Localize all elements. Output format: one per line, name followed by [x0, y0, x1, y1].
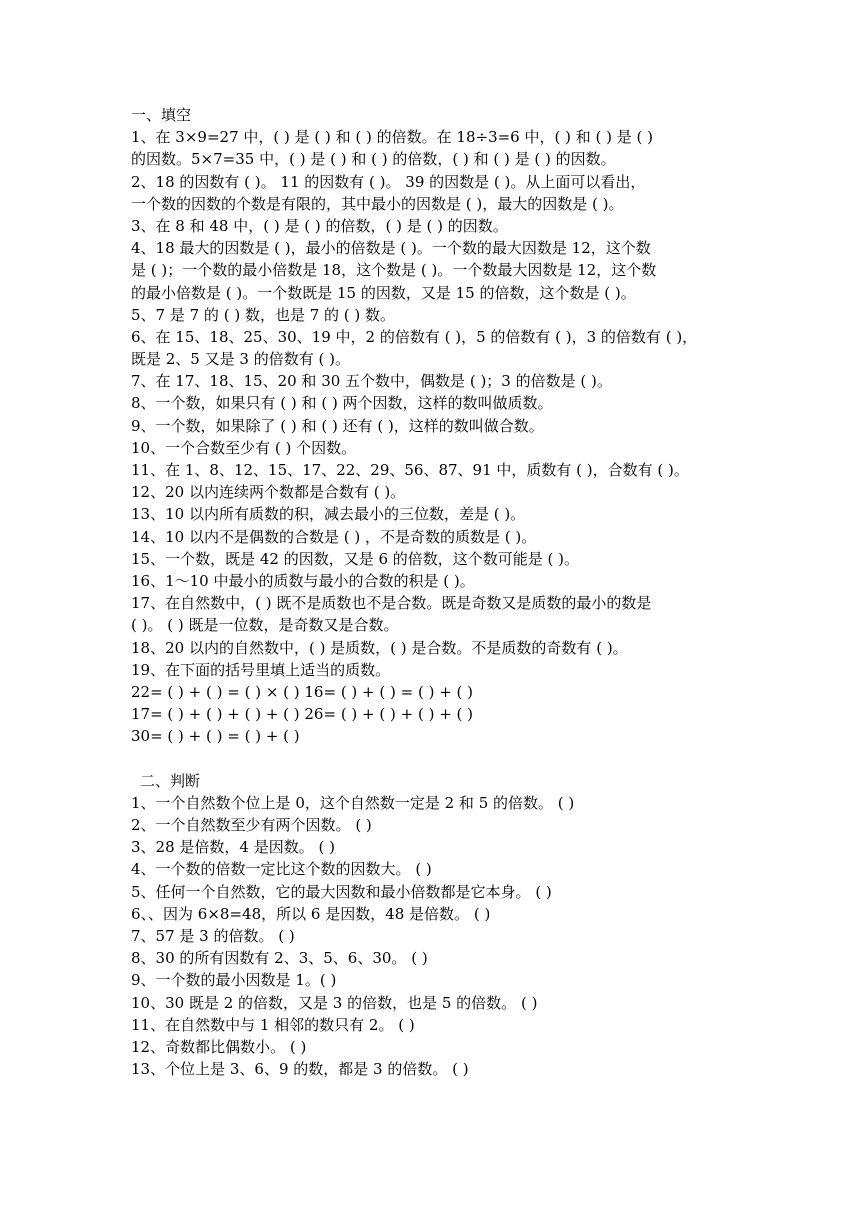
worksheet-page — [131, 104, 741, 1080]
equation-line: 30= ( ) + ( ) = ( ) + ( ) — [131, 727, 300, 746]
section-title-true-false: 二、判断 — [140, 771, 201, 790]
question-line: 19、在下面的括号里填上适当的质数。 — [131, 660, 391, 679]
question-line: 15、一个数，既是 42 的因数，又是 6 的倍数，这个数可能是 ( )。 — [131, 549, 580, 568]
question-line: 4、18 最大的因数是 ( )，最小的倍数是 ( )。一个数的最大因数是 12，这个数 — [131, 239, 651, 258]
judgement-line: 7、57 是 3 的倍数。 ( ) — [131, 926, 295, 945]
question-line: 12、20 以内连续两个数都是合数有 ( )。 — [131, 483, 406, 502]
equation-line: 17= ( ) + ( ) + ( ) + ( ) 26= ( ) + ( ) + ( ) + ( ) — [131, 705, 474, 724]
section-spacer — [131, 747, 741, 769]
question-line: 5、7 是 7 的 ( ) 数，也是 7 的 ( ) 数。 — [131, 305, 396, 324]
question-line: 18、20 以内的自然数中，( ) 是质数，( ) 是合数。不是质数的奇数有 ( )。 — [131, 638, 628, 657]
question-line: 8、一个数，如果只有 ( ) 和 ( ) 两个因数，这样的数叫做质数。 — [131, 394, 553, 413]
judgement-line: 3、28 是倍数，4 是因数。 ( ) — [131, 838, 335, 857]
question-line: 的最小倍数是 ( )。一个数既是 15 的因数，又是 15 的倍数，这个数是 ( )。 — [131, 283, 636, 302]
judgement-line: 5、任何一个自然数，它的最大因数和最小倍数都是它本身。 ( ) — [131, 882, 552, 901]
question-line: 17、在自然数中，( ) 既不是质数也不是合数。既是奇数又是质数的最小的数是 — [131, 594, 652, 613]
section-title-fill-blank: 一、填空 — [131, 106, 192, 124]
judgement-line: 12、奇数都比偶数小。 ( ) — [131, 1037, 307, 1056]
judgement-line: 11、在自然数中与 1 相邻的数只有 2。 ( ) — [131, 1015, 415, 1034]
question-line: 14、10 以内不是偶数的合数是 ( ) ，不是奇数的质数是 ( )。 — [131, 527, 537, 546]
question-line: 既是 2、5 又是 3 的倍数有 ( )。 — [131, 350, 350, 369]
question-line: 1、在 3×9=27 中，( ) 是 ( ) 和 ( ) 的倍数。在 18÷3=6 中，( ) 和 ( ) 是 ( ) — [131, 128, 653, 147]
question-line: 的因数。5×7=35 中，( ) 是 ( ) 和 ( ) 的倍数，( ) 和 ( ) 是 ( ) 的因数。 — [131, 150, 616, 169]
judgement-line: 4、一个数的倍数一定比这个数的因数大。 ( ) — [131, 860, 432, 879]
equation-line: 22= ( ) + ( ) = ( ) × ( ) 16= ( ) + ( ) = ( ) + ( ) — [131, 682, 474, 701]
judgement-line: 13、个位上是 3、6、9 的数，都是 3 的倍数。 ( ) — [131, 1060, 469, 1079]
question-line: 10、一个合数至少有 ( ) 个因数。 — [131, 438, 357, 457]
judgement-line: 6、、因为 6×8=48，所以 6 是因数，48 是倍数。 ( ) — [131, 904, 491, 923]
question-line: 16、1～10 中最小的质数与最小的合数的积是 ( )。 — [131, 571, 475, 590]
judgement-line: 1、一个自然数个位上是 0，这个自然数一定是 2 和 5 的倍数。 ( ) — [131, 793, 575, 812]
question-line: 3、在 8 和 48 中，( ) 是 ( ) 的倍数，( ) 是 ( ) 的因数。 — [131, 216, 508, 235]
question-line: ( )。 ( ) 既是一位数，是奇数又是合数。 — [131, 616, 399, 635]
question-line: 7、在 17、18、15、20 和 30 五个数中，偶数是 ( )；3 的倍数是 ( )。 — [131, 372, 612, 391]
question-line: 13、10 以内所有质数的积，减去最小的三位数，差是 ( )。 — [131, 505, 526, 524]
question-line: 2、18 的因数有 ( )。 11 的因数有 ( )。 39 的因数是 ( )。从上面可以看出， — [131, 172, 646, 191]
judgement-line: 10、30 既是 2 的倍数，又是 3 的倍数，也是 5 的倍数。 ( ) — [131, 993, 538, 1012]
question-line: 11、在 1、8、12、15、17、22、29、56、87、91 中，质数有 ( )，合数有 ( )。 — [131, 461, 689, 479]
judgement-line: 2、一个自然数至少有两个因数。 ( ) — [131, 816, 372, 834]
judgement-line: 9、一个数的最小因数是 1。( ) — [131, 971, 337, 990]
question-line: 一个数的因数的个数是有限的，其中最小的因数是 ( )，最大的因数是 ( )。 — [131, 194, 624, 213]
question-line: 6、在 15、18、25、30、19 中，2 的倍数有 ( )，5 的倍数有 ( )，3 的倍数有 ( )， — [131, 327, 698, 346]
judgement-line: 8、30 的所有因数有 2、3、5、6、30。 ( ) — [131, 949, 428, 968]
question-line: 是 ( )；一个数的最小倍数是 18，这个数是 ( )。一个数最大因数是 12，这个数 — [131, 261, 657, 280]
question-line: 9、一个数，如果除了 ( ) 和 ( ) 还有 ( )，这样的数叫做合数。 — [131, 416, 544, 435]
